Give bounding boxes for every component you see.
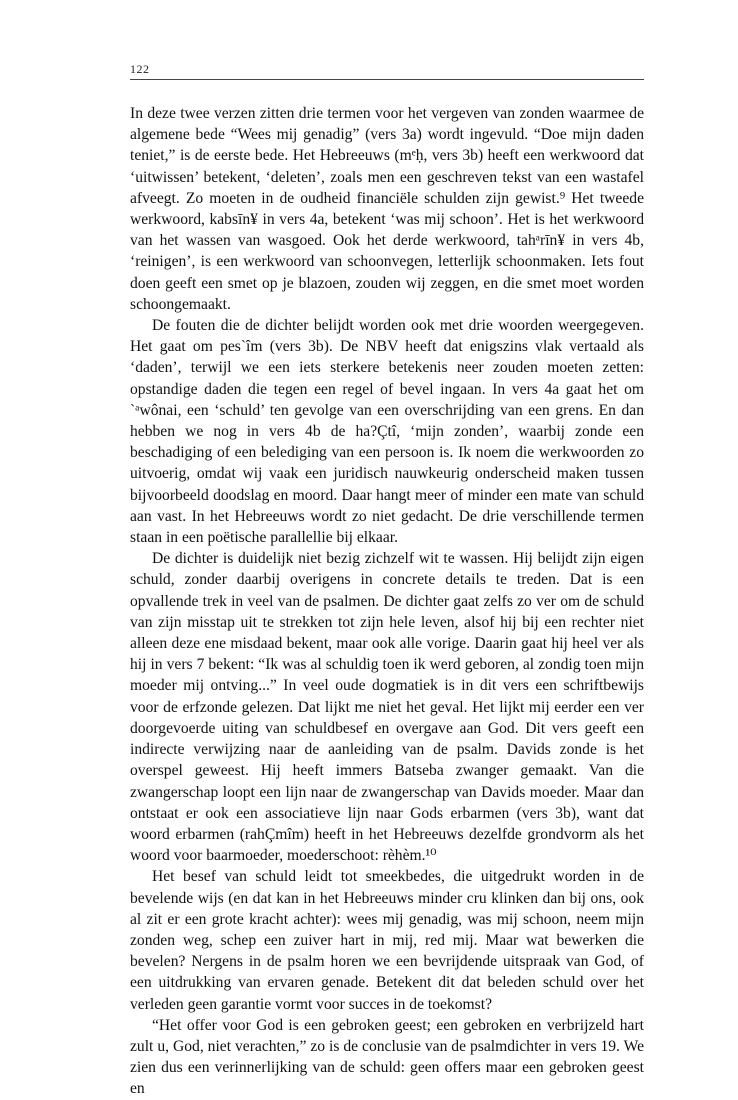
paragraph: De dichter is duidelijk niet bezig zichzelf wit te wassen. Hij belijdt zijn eigen schuld, zonder daarbij overigens in concrete details te treden. Dat is een opvallende trek in veel van de psalmen. De dichter gaat zelfs zo ver om de schuld van zijn misstap uit te strekken tot zijn hele leven, alsof hij bij een rechter niet alleen deze ene misdaad bekent, maar ook alle vorige. Daarin gaat hij heel ver als hij in vers 7 bekent: “Ik was al schuldig toen ik werd geboren, al zondig toen mijn moeder mij ontving...” In veel oude dogmatiek is in dit vers een schriftbewijs voor de erfzonde gelezen. Dat lijkt me niet het geval. Het lijkt mij eerder een ver doorgevoerde uiting van schuldbesef en overgave aan God. Dit vers geeft een indirecte verwijzing naar de aanleiding van de psalm. Davids zonde is het overspel geweest. Hij heeft immers Batseba zwanger gemaakt. Van die zwangerschap loopt een lijn naar de zwangerschap van Davids moeder. Maar dan ontstaat er ook een associatieve lijn naar Gods erbarmen (vers 3b), want dat woord erbarmen (rahÇmîm) heeft in het Hebreeuws dezelfde grondvorm als het woord voor baarmoeder, moederschoot: rèhèm.¹⁰ (130, 550, 644, 865)
paragraph: De fouten die de dichter belijdt worden ook met drie woorden weergegeven. Het gaat om pes`îm (vers 3b). De NBV heeft dat enigszins vlak vertaald als ‘daden’, terwijl we een iets sterkere betekenis neer zouden moeten zetten: opstandige daden die tegen een regel of bevel ingaan. In vers 4a gaat het om `ᵃwônai, een ‘schuld’ ten gevolge van een overschrijding van een grens. En dan hebben we nog in vers 4b de ha?Çtî, ‘mijn zonden’, waarbij zonde een beschadiging of een belediging van een persoon is. Ik noem die werkwoorden zo uitvoerig, omdat wij vaak een juridisch nauwkeurig onderscheid maken tussen bijvoorbeeld doodslag en moord. Daar hangt meer of minder een mate van schuld aan vast. In het Hebreeuws wordt zo niet gedacht. De drie verschillende termen staan in een poëtische parallellie bij elkaar. (130, 317, 644, 547)
paragraph: In deze twee verzen zitten drie termen voor het vergeven van zonden waarmee de algemene bede “Wees mij genadig” (vers 3a) wordt ingevuld. “Doe mijn daden teniet,” is de eerste bede. Het Hebreeuws (mᵉḥ, vers 3b) heeft een werkwoord dat ‘uitwissen’ betekent, ‘deleten’, zoals men een geschreven tekst van een wastafel afveegt. Zo moeten in de oudheid financiële schulden zijn gewist.⁹ Het tweede werkwoord, kabsīn¥ in vers 4a, betekent ‘was mij schoon’. Het is het werkwoord van het wassen van wasgoed. Ook het derde werkwoord, tahᵃrīn¥ in vers 4b, ‘reinigen’, is een werkwoord van schoonvegen, letterlijk schoonmaken. Iets fout doen geeft een smet op je blazoen, zouden wij zeggen, en die smet moet worden schoongemaakt. (130, 105, 644, 313)
page-number: 122 (130, 62, 150, 76)
body-text (130, 103, 644, 1100)
header-rule (130, 79, 644, 80)
paragraph: “Het offer voor God is een gebroken geest; een gebroken en verbrijzeld hart zult u, God, niet verachten,” zo is de conclusie van de psalmdichter in vers 19. We zien dus een verinnerlijking van de schuld: geen offers maar een gebroken geest en (130, 1016, 644, 1098)
paragraph: Het besef van schuld leidt tot smeekbedes, die uitgedrukt worden in de bevelende wijs (en dat kan in het Hebreeuws minder cru klinken dan bij ons, ook al zit er een grote kracht achter): wees mij genadig, was mij schoon, neem mijn zonden weg, schep een zuiver hart in mij, red mij. Maar wat bewerken die bevelen? Nergens in de psalm horen we een bevrijdende uitspraak van God, of een uitdrukking van ervaren genade. Betekent dit dat beleden schuld over het verleden geen garantie vormt voor succes in de toekomst? (130, 868, 644, 1013)
